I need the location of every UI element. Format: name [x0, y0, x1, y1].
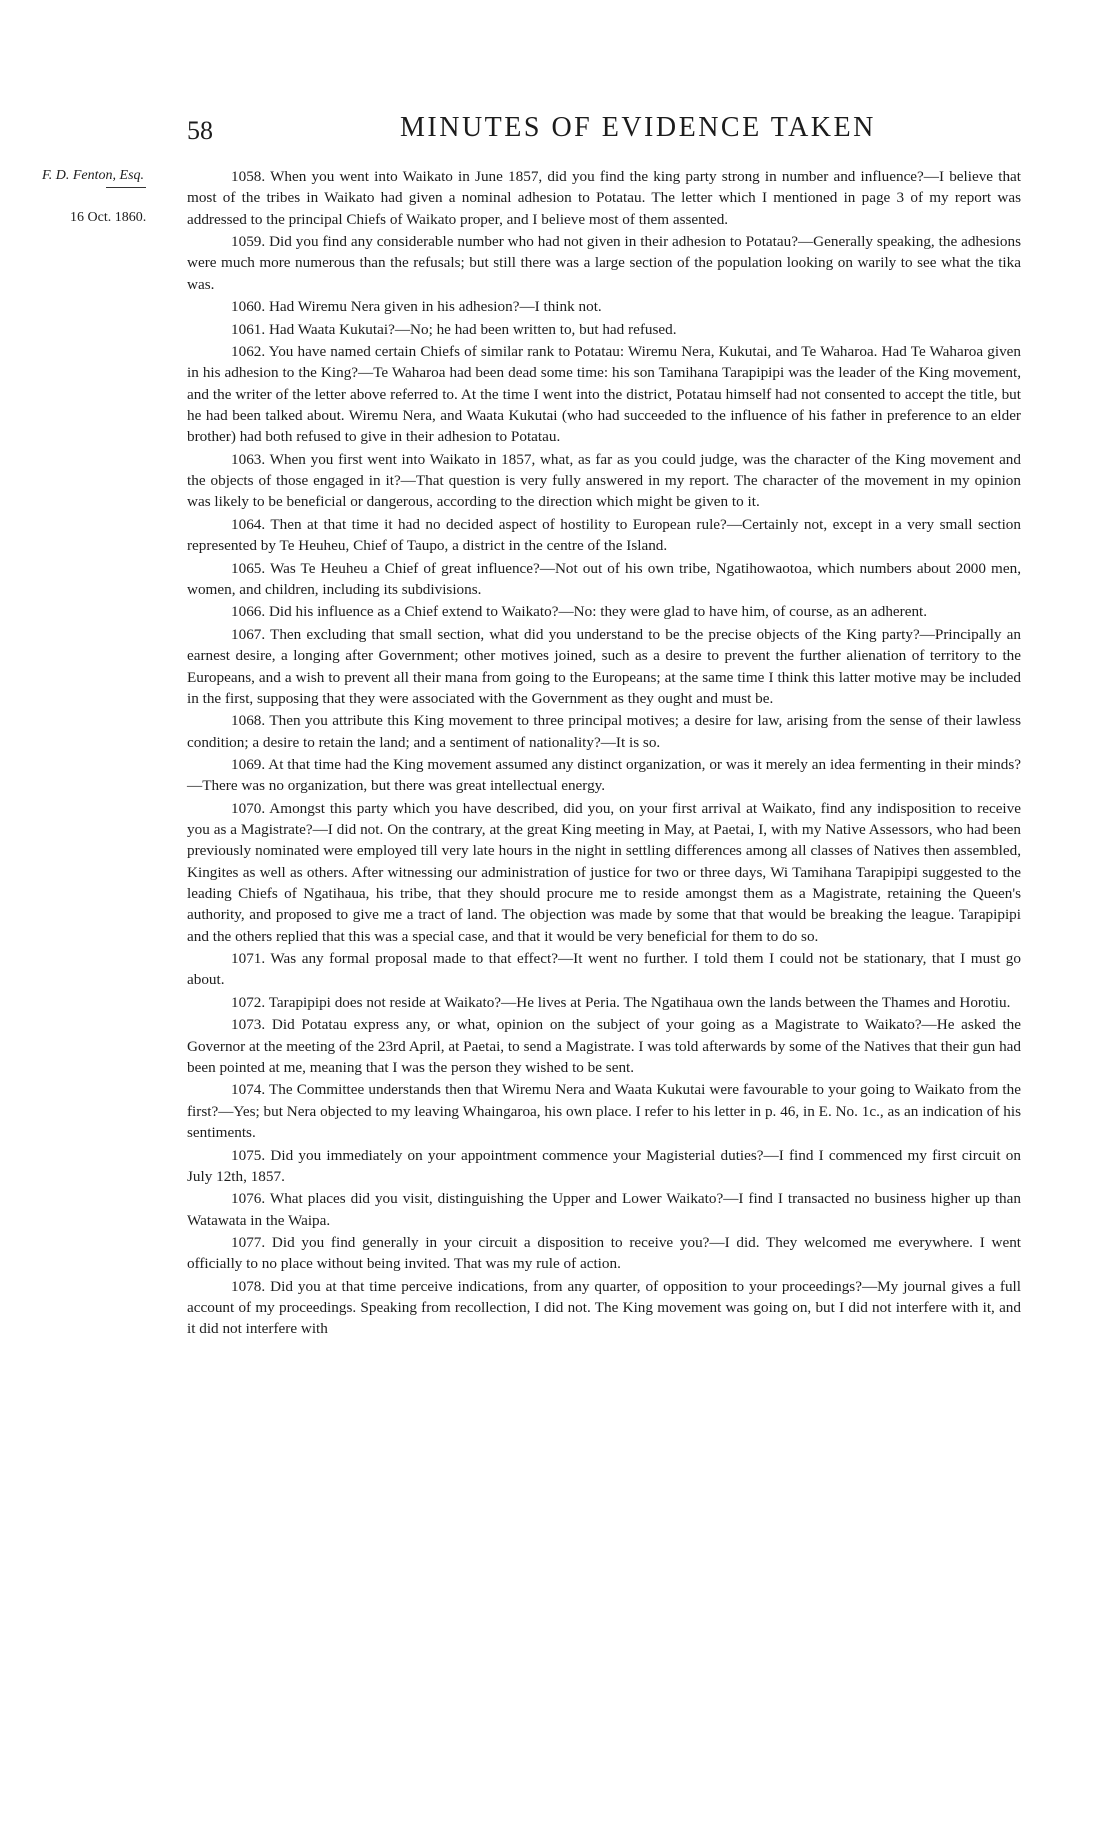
question-number: 1066. [231, 603, 266, 621]
question-number: 1072. [231, 993, 266, 1011]
margin-divider [106, 187, 146, 188]
question-number: 1067. [231, 625, 266, 643]
question-answer-text: Did you find generally in your circuit a disposition to receive you?—I did. They welcomed me everywhere. I went officially to no place without being invited. That was my rule of action. [187, 1234, 1022, 1273]
question-answer-text: Tarapipipi does not reside at Waikato?—He lives at Peria. The Ngatihaua own the lands between the Thames and Horotiu. [268, 993, 1011, 1011]
margin-witness-name: F. D. Fenton, Esq. [42, 168, 145, 183]
question-number: 1069. [231, 756, 266, 774]
question-answer-text: Then excluding that small section, what did you understand to be the precise objects of the King party?—Principally an earnest desire, a longing after Government; other motives joined, such as a desire to prevent the further alienation of territory to the Europeans, and a wish to prevent all their mana from going to the Europeans; at the same time I think this latter motive may be included in the first, supposing that they were associated with the Government as they ought and must be. [187, 625, 1021, 707]
question-answer-text: Then at that time it had no decided aspect of hostility to European rule?—Certainly not, except in a very small section represented by Te Heuheu, Chief of Taupo, a district in the centre of the Island. [187, 515, 1021, 555]
evidence-paragraph [187, 166, 1021, 230]
evidence-body [187, 166, 1021, 1341]
margin-date: 16 Oct. 1860. [70, 210, 147, 225]
question-number: 1076. [231, 1190, 266, 1208]
question-answer-text: Did you find any considerable number who had not given in their adhesion to Potatau?—Generally speaking, the adhesions were much more numerous than the refusals; but still there was a large section of the population looking on warily to see what the tika was. [187, 233, 1021, 293]
question-answer-text: When you first went into Waikato in 1857, what, as far as you could judge, was the character of the King movement and the objects of those engaged in it?—That question is very fully answered in my report. The character of the movement in my opinion was likely to be beneficial or dangerous, according to the direction which might be given to it. [187, 450, 1021, 511]
evidence-paragraph [187, 449, 1021, 513]
question-number: 1058. [231, 168, 266, 185]
question-number: 1062. [231, 343, 266, 361]
evidence-paragraph [187, 624, 1021, 709]
evidence-paragraph [187, 601, 1021, 622]
evidence-paragraph [187, 1188, 1021, 1231]
evidence-paragraph [187, 798, 1021, 947]
evidence-paragraph [187, 992, 1021, 1013]
question-number: 1060. [231, 298, 266, 316]
question-number: 1077. [231, 1234, 266, 1252]
evidence-paragraph [187, 948, 1021, 991]
question-answer-text: When you went into Waikato in June 1857, did you find the king party strong in number and influence?—I believe that most of the tribes in Waikato had given a nominal adhesion to Potatau. The letter which I mentioned in page 3 of my report was addressed to the principal Chiefs of Waikato proper, and I believe most of them assented. [187, 168, 1021, 228]
question-number: 1068. [231, 712, 266, 730]
evidence-paragraph [187, 1079, 1021, 1143]
question-answer-text: Was any formal proposal made to that effect?—It went no further. I told them I could not be stationary, that I must go about. [187, 950, 1021, 989]
evidence-paragraph [187, 1145, 1021, 1188]
evidence-paragraph [187, 231, 1021, 295]
question-answer-text: Did you immediately on your appointment commence your Magisterial duties?—I find I commenced my first circuit on July 12th, 1857. [187, 1146, 1021, 1185]
question-answer-text: The Committee understands then that Wiremu Nera and Waata Kukutai were favourable to your going to Waikato from the first?—Yes; but Nera objected to my leaving Whaingaroa, his own place. I refer to his letter in p. 46, in E. No. 1c., as an indication of his sentiments. [187, 1081, 1021, 1142]
question-answer-text: Had Wiremu Nera given in his adhesion?—I think not. [268, 298, 602, 316]
evidence-paragraph [187, 1232, 1021, 1275]
evidence-paragraph [187, 296, 1021, 317]
question-number: 1065. [231, 559, 266, 577]
question-number: 1070. [231, 799, 266, 817]
evidence-paragraph [187, 514, 1021, 557]
question-answer-text: What places did you visit, distinguishing the Upper and Lower Waikato?—I find I transacted no business higher up than Watawata in the Waipa. [187, 1190, 1021, 1229]
question-answer-text: Was Te Heuheu a Chief of great influence?—Not out of his own tribe, Ngatihowaotoa, which numbers about 2000 men, women, and children, including its subdivisions. [187, 559, 1021, 598]
running-title: MINUTES OF EVIDENCE TAKEN [400, 112, 876, 143]
evidence-paragraph [187, 558, 1021, 601]
question-answer-text: Amongst this party which you have described, did you, on your first arrival at Waikato, find any indisposition to receive you as a Magistrate?—I did not. On the contrary, at the great King meeting in May, at Paetai, I, with my Native Assessors, who had been previously nominated were employed till very late hours in the night in settling differences among all classes of Natives then assembled, Kingites as well as others. After witnessing our administration of justice for two or three days, Wi Tamihana Tarapipipi suggested to the leading Chiefs of Ngatihaua, his tribe, that they should procure me to reside amongst them as a Magistrate, retaining the Queen's authority, and proposed to give me a tract of land. The objection was made by some that that would be breaking the league. Tarapipipi and the others replied that this was a special case, and that it would be very beneficial for them to do so. [187, 799, 1021, 945]
question-number: 1061. [231, 320, 266, 338]
question-number: 1078. [231, 1277, 266, 1295]
question-number: 1071. [231, 950, 266, 968]
question-answer-text: At that time had the King movement assumed any distinct organization, or was it merely an idea fermenting in their minds?—There was no organization, but there was great intellectual energy. [187, 756, 1021, 795]
question-answer-text: You have named certain Chiefs of similar rank to Potatau: Wiremu Nera, Kukutai, and Te Waharoa. Had Te Waharoa given in his adhesion to the King?—Te Waharoa had been dead some time: his son Tamihana Tarapipipi was the leader of the King movement, and the writer of the letter above referred to. At the time I went into the district, Potatau himself had not consented to accept the title, but he had been talked about. Wiremu Nera, and Waata Kukutai (who had succeeded to the influence of his father in preference to an elder brother) had both refused to give in their adhesion to Potatau. [187, 343, 1022, 446]
question-number: 1073. [231, 1016, 266, 1034]
page-header [0, 112, 1114, 152]
question-number: 1059. [231, 233, 266, 251]
evidence-paragraph [187, 319, 1021, 340]
question-answer-text: Did Potatau express any, or what, opinion on the subject of your going as a Magistrate to Waikato?—He asked the Governor at the meeting of the 23rd April, at Paetai, to send a Magistrate. I was told afterwards by some of the Natives that their gun had been pointed at me, meaning that I was the person they wished to be sent. [187, 1016, 1022, 1076]
evidence-paragraph [187, 1014, 1021, 1078]
evidence-paragraph [187, 754, 1021, 797]
evidence-paragraph [187, 710, 1021, 753]
question-answer-text: Did his influence as a Chief extend to Waikato?—No: they were glad to have him, of course, as an adherent. [268, 603, 928, 621]
evidence-paragraph [187, 341, 1021, 447]
question-answer-text: Did you at that time perceive indications, from any quarter, of opposition to your proceedings?—My journal gives a full account of my proceedings. Speaking from recollection, I did not. The King movement was going on, but I did not interfere with it, and it did not interfere with [187, 1277, 1021, 1338]
evidence-paragraph [187, 1276, 1021, 1340]
question-number: 1074. [231, 1081, 266, 1099]
question-number: 1075. [231, 1146, 266, 1164]
question-answer-text: Then you attribute this King movement to three principal motives; a desire for law, arising from the sense of their lawless condition; a desire to retain the land; and a sentiment of nationality?—It is so. [187, 712, 1021, 751]
question-number: 1063. [231, 450, 266, 468]
question-answer-text: Had Waata Kukutai?—No; he had been written to, but had refused. [268, 320, 677, 338]
question-number: 1064. [231, 515, 266, 533]
page-number: 58 [187, 116, 213, 145]
